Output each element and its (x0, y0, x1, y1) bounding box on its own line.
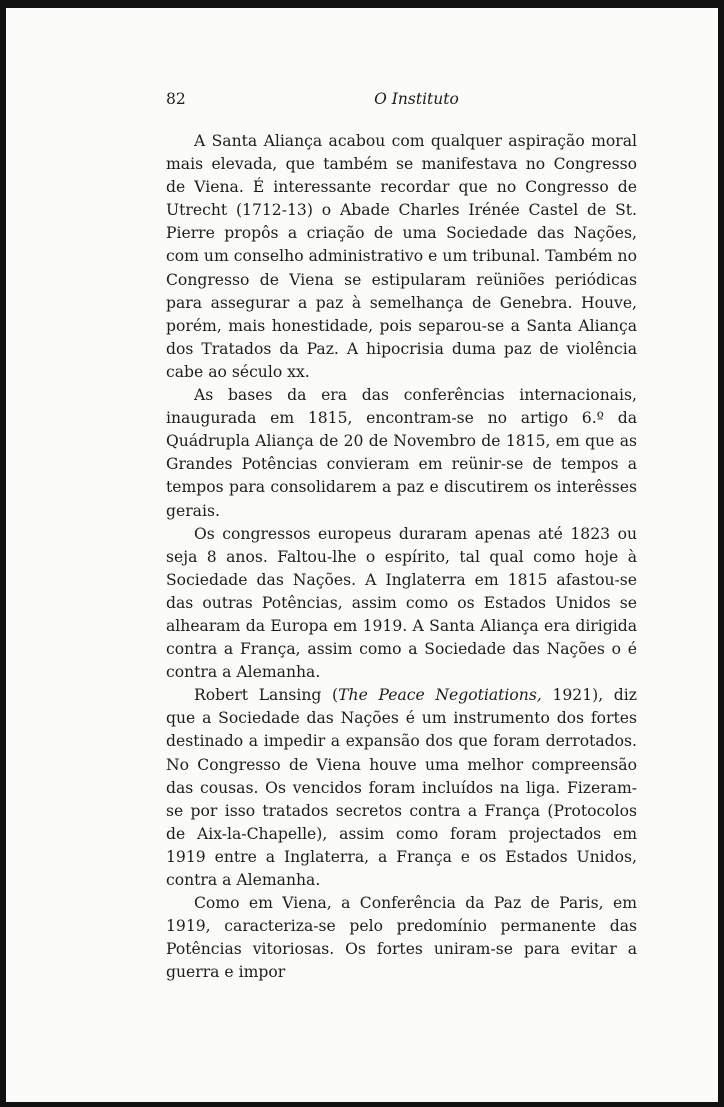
running-head (166, 86, 637, 116)
page-number: 82 (166, 90, 186, 108)
paragraph-bases-conferencias: As bases da era das conferências internacionais, inaugurada em 1815, encontram-se no artigo 6.º da Quádrupla Aliança de 20 de Novembro de 1815, em que as Grandes Potências convieram em reünir-se de tempos a tempos para consolidarem a paz e discutirem os interêsses gerais. (166, 386, 637, 520)
paragraph-robert-lansing (166, 684, 637, 892)
body-text (166, 130, 637, 984)
lansing-text-before: Robert Lansing ( (194, 686, 339, 705)
paragraph-conferencia-paris: Como em Viena, a Conferência da Paz de Paris, em 1919, caracteriza-se pelo predomínio permanente das Potências vitoriosas. Os fortes uniram-se para evitar a guerra e impor (166, 894, 637, 982)
book-page (166, 86, 637, 984)
book-title-italic: The Peace Negotiations, (338, 686, 542, 705)
running-title: O Instituto (374, 90, 459, 108)
paragraph-santa-alianca: A Santa Aliança acabou com qualquer aspiração moral mais elevada, que também se manifestava no Congresso de Viena. É interessante recordar que no Congresso de Utrecht (1712-13) o Abade Charles Irénée Castel de St. Pierre propôs a criação de uma Sociedade das Nações, com um conselho administrativo e um tribunal. Também no Congresso de Viena se estipularam reüniões periódicas para assegurar a paz à semelhança de Genebra. Houve, porém, mais honestidade, pois separou-se a Santa Aliança dos Tratados da Paz. A hipocrisia duma paz de violência cabe ao século xx. (166, 132, 637, 381)
paragraph-congressos-europeus: Os congressos europeus duraram apenas até 1823 ou seja 8 anos. Faltou-lhe o espírito, tal qual como hoje à Sociedade das Nações. A Inglaterra em 1815 afastou-se das outras Potências, assim como os Estados Unidos se alhearam da Europa em 1919. A Santa Aliança era dirigida contra a França, assim como a Sociedade das Nações o é contra a Alemanha. (166, 524, 637, 682)
lansing-text-after: 1921), diz que a Sociedade das Nações é um instrumento dos fortes destinado a impedir a expansão dos que foram derrotados. No Congresso de Viena houve uma melhor compreensão das cousas. Os vencidos foram incluídos na liga. Fizeram-se por isso tratados secretos contra a França (Protocolos de Aix-la-Chapelle), assim como foram projectados em 1919 entre a Inglaterra, a França e os Estados Unidos, contra a Alemanha. (166, 686, 637, 889)
